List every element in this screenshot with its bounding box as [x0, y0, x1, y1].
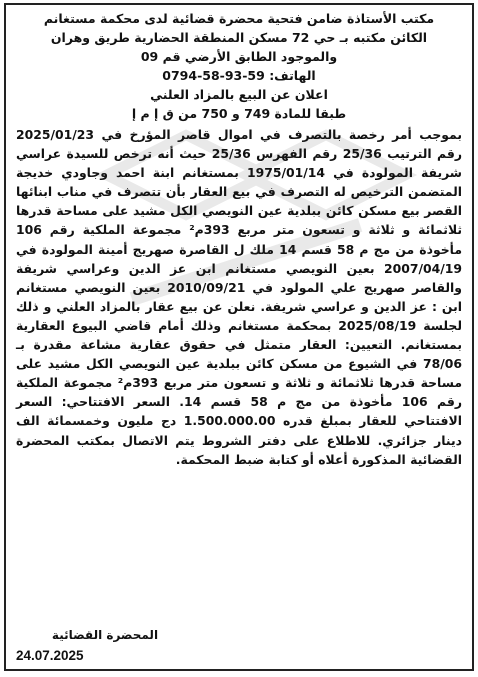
notice-footer: [6, 628, 472, 663]
legal-notice: [4, 3, 474, 671]
notice-body: [6, 123, 472, 469]
phone-number: 0794-58-93-59: [162, 68, 265, 83]
notice-header: [6, 5, 472, 123]
floor-line: والموجود الطابق الأرضي قم 09: [140, 49, 338, 64]
address-line: الكائن مكتبه بـ حي 72 مسكن المنطقة الحضارية طريق وهران: [50, 30, 428, 45]
announcement-title: اعلان عن البيع بالمزاد العلني: [150, 87, 328, 102]
legal-basis: طبقا للمادة 749 و 750 من ق إ م إ: [131, 106, 347, 121]
office-line: مكتب الأستاذة ضامن فتحية محضرة قضائية لدى محكمة مستغانم: [43, 11, 435, 26]
phone-line: [14, 66, 464, 85]
notice-date: 24.07.2025: [16, 648, 84, 663]
notice-paragraph: بموجب أمر رخصة بالتصرف في اموال قاصر المؤرخ في 2025/01/23 رقم الترتيب 25/36 رقم الفهرس 25/36 حيث أنه ترخص للسيدة عراسي شريفة المولودة في 1975/01/14 بمستغانم ابنة احمد وجاودي خديجة المتضمن الترخيص له التصرف في بيع العقار بأن تتصرف في مناب ابنائها القصر بيع مسكن كائن ببلدية عين النويصي الكل مشيد على مساحة قدرها ثلاثمائة و ثلاثة و تسعون متر مربع 393م² مجموعة الملكية رقم 106 مأخوذة من مج م 58 قسم 14 ملك ل القاصرة صهريج أمينة المولودة في 2007/04/19 بعين النويصي مستغانم ابن عز الدين وعراسي شريفة والقاصر صهريج علي المولود في 2010/09/21 بعين النويصي مستغانم ابن : عز الدين و عراسي شريفة. نعلن عن بيع عقار بالمزاد العلني و ذلك لجلسة 2025/08/19 بمحكمة مستغانم وذلك أمام قاضي البيوع العقارية بمستغانم. التعيين: العقار متمثل في حقوق عقارية مشاعة مقدرة بـ 78/06 في الشيوع من مسكن كائن ببلدية عين النويصي الكل مشيد على مساحة قدرها ثلاثمائة و ثلاثة و تسعون متر مربع 393م² مجموعة الملكية رقم 106 مأخوذة من مج م 58 قسم 14. السعر الافتتاحي: السعر الافتتاحي للعقار بمبلغ قدره 1.500.000.00 دج مليون وخمسمائة الف دينار جزائري. للاطلاع على دفتر الشروط يتم الاتصال بمكتب المحضرة القضائية المذكورة أعلاه أو كتابة ضبط المحكمة.: [16, 127, 463, 467]
phone-label: الهاتف:: [269, 68, 316, 83]
signature-label: المحضرة القضائية: [51, 628, 159, 642]
